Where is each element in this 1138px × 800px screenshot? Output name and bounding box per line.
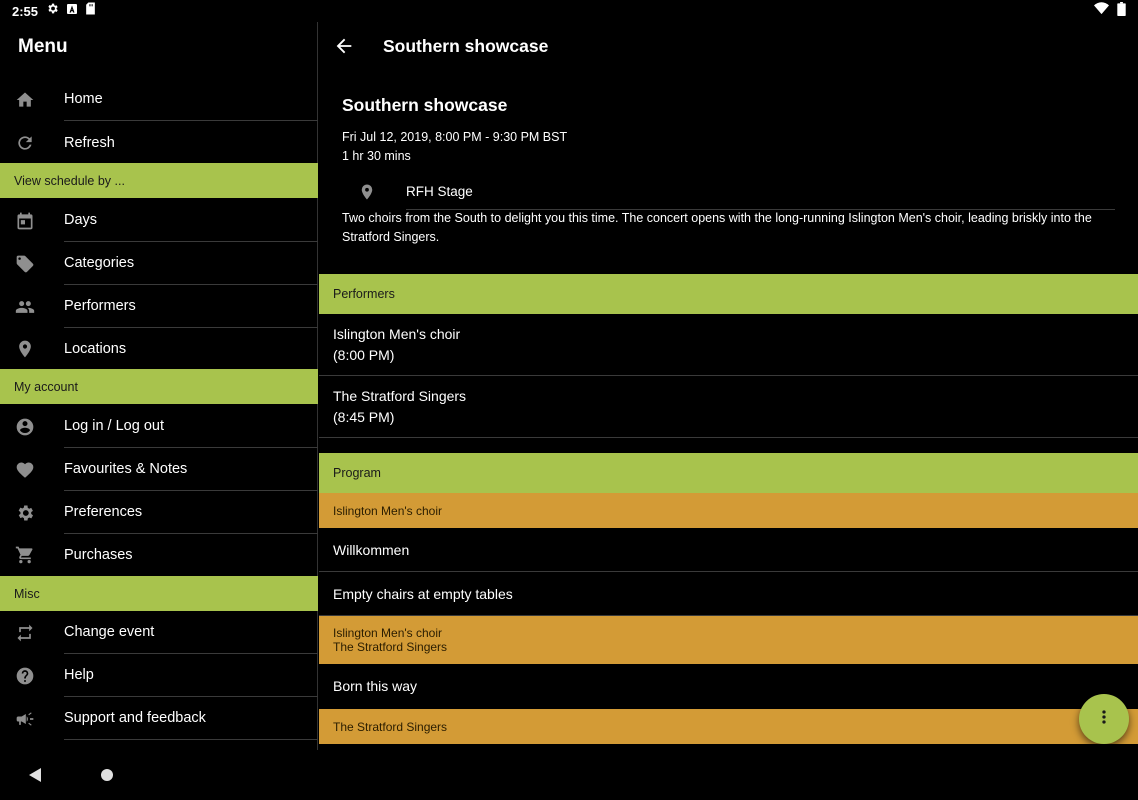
menu-item-home[interactable] [0, 78, 318, 121]
menu-item-refresh[interactable] [0, 121, 318, 164]
performers-header: Performers [319, 274, 1138, 314]
program-group-performer: Islington Men's choir [333, 626, 443, 640]
help-icon [0, 654, 50, 697]
megaphone-icon [0, 697, 50, 740]
event-description: Two choirs from the South to delight you this time. The concert opens with the long-running Islington Men's choir, leading briskly into the Stratford Singers. [342, 211, 1092, 244]
menu-item-label: Performers [64, 285, 318, 328]
account-icon [0, 405, 50, 448]
home-icon [0, 78, 50, 121]
program-item[interactable]: Empty chairs at empty tables [319, 572, 1138, 616]
nav-back-icon[interactable] [27, 767, 43, 783]
menu-item-favourites-notes[interactable] [0, 448, 318, 491]
status-time: 2:55 [12, 3, 39, 19]
menu-item-preferences[interactable] [0, 491, 318, 534]
performer-time: (8:00 PM) [333, 346, 395, 363]
menu-item-label: Days [64, 199, 318, 242]
heart-icon [0, 448, 50, 491]
cart-icon [0, 533, 50, 576]
menu-item-label: Refresh [64, 134, 115, 151]
gear-icon [46, 2, 59, 20]
program-group-performer: The Stratford Singers [333, 719, 448, 734]
event-location[interactable] [342, 174, 1115, 210]
gear-icon [0, 491, 50, 534]
section-misc: Misc [0, 576, 318, 611]
program-group-header [319, 493, 1138, 528]
menu-item-label: Help [64, 654, 318, 697]
performer-name: Islington Men's choir [333, 325, 461, 342]
menu-item-change-event[interactable] [0, 611, 318, 654]
program-group-performer: The Stratford Singers [333, 640, 448, 654]
calendar-icon [0, 199, 50, 242]
menu-item-support-feedback[interactable] [0, 697, 318, 740]
event-title: Southern showcase [342, 95, 508, 115]
menu-item-label: Preferences [64, 491, 318, 534]
a-icon [66, 2, 78, 20]
more-options-fab[interactable] [1079, 694, 1129, 744]
menu-item-label: Purchases [64, 546, 133, 563]
menu-item-help[interactable] [0, 654, 318, 697]
tag-icon [0, 242, 50, 285]
event-detail-pane [319, 22, 1138, 750]
program-group-performer: Islington Men's choir [333, 503, 443, 518]
menu-item-label: Change event [64, 611, 318, 654]
program-item[interactable]: Born this way [333, 678, 418, 694]
drawer-title: Menu [18, 36, 68, 57]
system-navigation-bar [0, 750, 1138, 800]
menu-item-locations[interactable] [0, 327, 318, 370]
event-location-label: RFH Stage [406, 174, 1115, 210]
navigation-drawer [0, 22, 318, 750]
program-item[interactable]: Willkommen [319, 528, 1138, 572]
section-my-account: My account [0, 369, 318, 404]
program-group-header [319, 709, 1138, 744]
repeat-icon [0, 611, 50, 654]
menu-item-days[interactable] [0, 199, 318, 242]
menu-item-categories[interactable] [0, 242, 318, 285]
app-bar [319, 22, 1138, 70]
back-arrow-icon[interactable] [333, 35, 355, 57]
location-icon [0, 327, 50, 370]
program-header: Program [319, 453, 1138, 493]
nav-home-icon[interactable] [101, 769, 113, 781]
performer-row[interactable] [319, 314, 1138, 376]
battery-icon [1117, 2, 1126, 21]
menu-item-label: Home [64, 78, 318, 121]
wifi-icon [1094, 2, 1109, 20]
location-icon [342, 183, 392, 201]
menu-item-label: Support and feedback [64, 697, 318, 740]
menu-item-purchases[interactable] [0, 533, 318, 576]
menu-item-label: Locations [64, 340, 127, 357]
performer-name: The Stratford Singers [333, 387, 467, 404]
more-vert-icon [1094, 707, 1114, 732]
app-bar-title: Southern showcase [383, 36, 549, 56]
menu-item-label: Favourites & Notes [64, 448, 318, 491]
menu-item-login-logout[interactable] [0, 405, 318, 448]
menu-item-performers[interactable] [0, 285, 318, 328]
sd-card-icon [85, 2, 96, 20]
status-bar [0, 0, 1138, 22]
event-datetime: Fri Jul 12, 2019, 8:00 PM - 9:30 PM BST [342, 130, 568, 144]
people-icon [0, 285, 50, 328]
menu-item-label: Categories [64, 242, 318, 285]
section-view-schedule: View schedule by ... [0, 163, 318, 198]
menu-item-label: Log in / Log out [64, 405, 318, 448]
event-duration: 1 hr 30 mins [342, 149, 411, 163]
refresh-icon [0, 121, 50, 164]
program-group-header [319, 616, 1138, 664]
performer-time: (8:45 PM) [333, 408, 395, 425]
performer-row[interactable] [319, 376, 1138, 438]
